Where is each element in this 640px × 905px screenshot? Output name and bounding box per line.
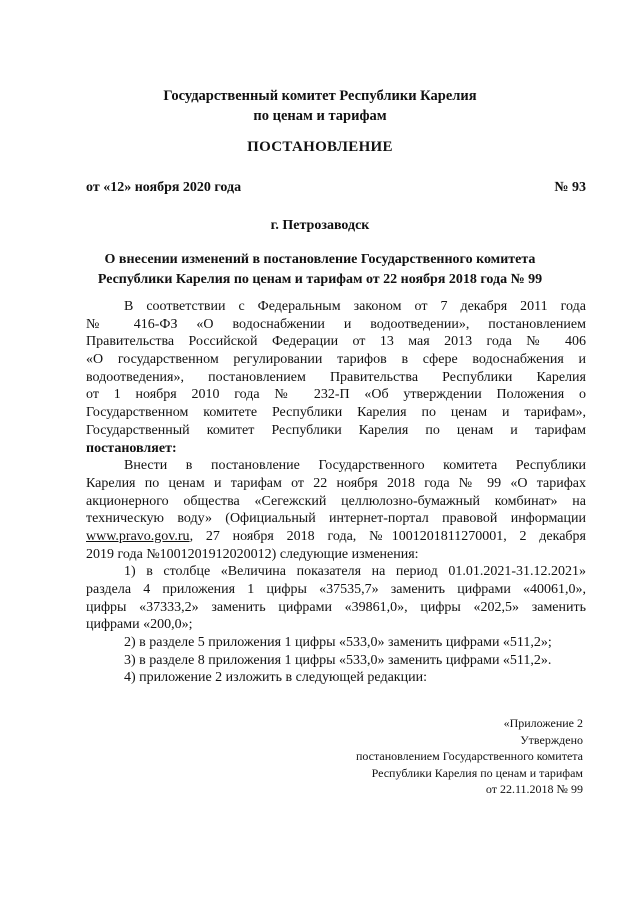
preamble-line: В соответствии с Федеральным законом от 7 декабря 2011 года [124,299,586,314]
approval-line: постановлением Государственного комитета [355,749,583,763]
item-1-line: цифры «37333,2» заменить цифрами «39861,0», цифры «202,5» заменить [86,599,586,615]
approval-line: Республики Карелия по ценам и тарифам [371,765,583,780]
resolve-colon: : [171,440,177,456]
item-3: 3) в разделе 8 приложения 1 цифры «533,0» заменить цифрами «511,2». [124,652,552,668]
preamble-line: Государственный комитет Республики Карелия по ценам и тарифам [86,422,586,438]
resolution-line: акционерного общества «Сегежский целлюлозно-бумажный комбинат» на [86,493,586,509]
resolution-line [86,528,586,546]
item-1-line: раздела 4 приложения 1 цифры «37535,7» заменить цифрами «40061,0», [86,582,586,597]
preamble-line: «О государственном регулировании тарифов в сфере водоснабжения и [86,352,586,368]
item-4: 4) приложение 2 изложить в следующей редакции: [124,670,427,686]
approval-line: от 22.11.2018 № 99 [485,782,583,796]
approval-line: «Приложение 2 [503,716,583,730]
item-1-line: цифрами «200,0»; [86,617,193,633]
document-body [86,298,586,687]
preamble-line: от 1 ноября 2010 года № 232-П «Об утверждении Положения о [86,387,586,403]
resolution-line: Внести в постановление Государственного комитета Республики [124,458,586,474]
preamble-line: Правительства Российской Федерации от 13 мая 2013 года № 406 [86,334,586,350]
subject-line-2: Республики Карелия по ценам и тарифам от 22 ноября 2018 года № 99 [97,272,543,287]
document-city: г. Петрозаводск [270,218,370,233]
document-number: № 93 [554,180,586,195]
preamble-line: № 416-ФЗ «О водоснабжении и водоотведении», постановлением [86,316,586,332]
subject-line-1: О внесении изменений в постановление Государственного комитета [104,252,536,267]
approval-line: Утверждено [520,732,583,747]
preamble-line [86,440,586,458]
issuing-authority [0,86,640,126]
resolution-line: техническую воду» (Официальный интернет-портал правовой информации [86,511,586,527]
document-type: ПОСТАНОВЛЕНИЕ [247,139,393,155]
item-1-line: 1) в столбце «Величина показателя на период 01.01.2021-31.12.2021» [124,564,586,580]
resolve-word: постановляет [86,440,172,456]
preamble-line: Государственном комитете Республики Карелия по ценам и тарифам», [86,405,586,421]
resolution-line: 2019 года №1001201912020012) следующие изменения: [86,546,419,562]
resolution-line-rest: , 27 ноября 2018 года, №1001201811270001, 2 декабря [189,528,586,544]
authority-line-2: по ценам и тарифам [253,108,387,124]
document-date: от «12» ноября 2020 года [86,180,242,195]
resolution-line: Карелия по ценам и тарифам от 22 ноября 2018 года № 99 «О тарифах [86,475,586,491]
approval-block [283,715,583,798]
preamble-line: водоотведения», постановлением Правительства Республики Карелия [86,369,586,385]
authority-line-1: Государственный комитет Республики Карелия [163,88,477,104]
pravo-link[interactable]: www.pravo.gov.ru [86,528,190,544]
document-subject [0,250,640,290]
item-2: 2) в разделе 5 приложения 1 цифры «533,0» заменить цифрами «511,2»; [124,635,552,651]
